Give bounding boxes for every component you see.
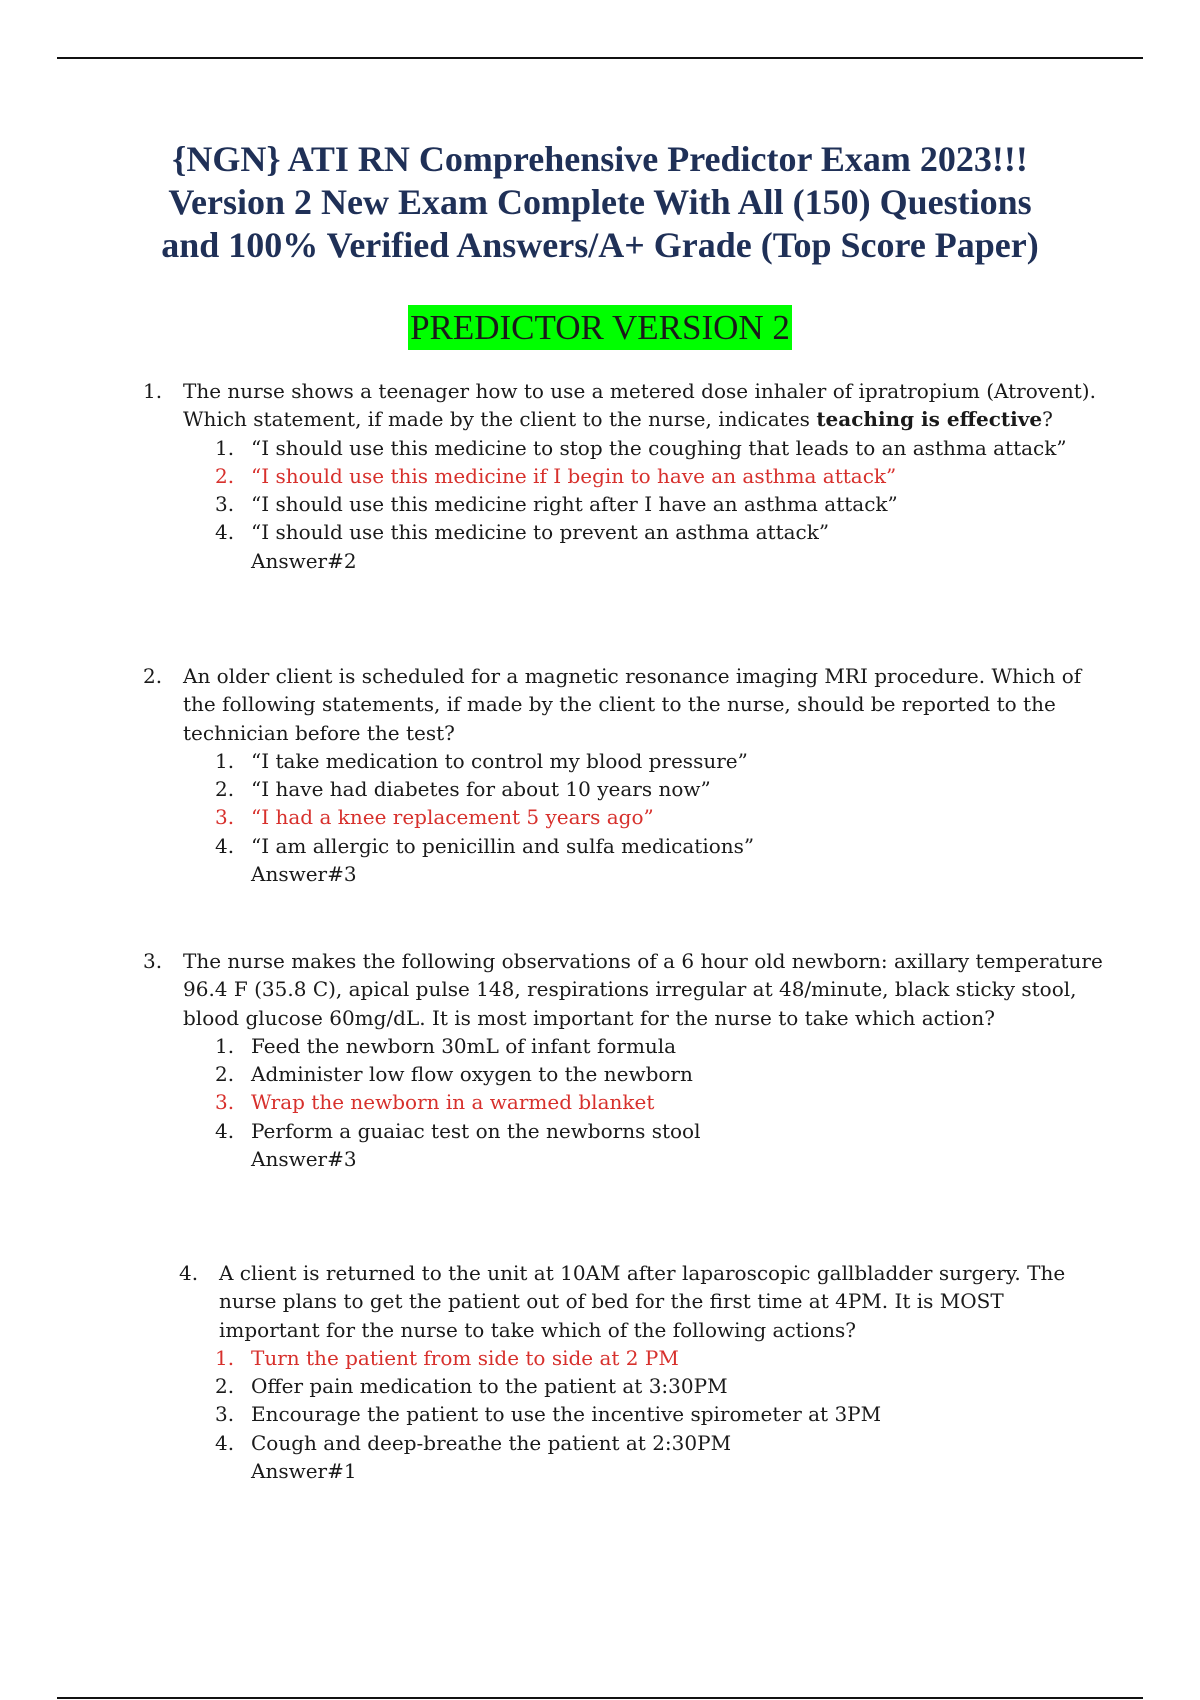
option-text: “I should use this medicine if I begin to have an asthma attack” — [251, 463, 897, 488]
option-text: Cough and deep-breathe the patient at 2:30PM — [251, 1430, 732, 1455]
answer-key: Answer#3 — [251, 862, 357, 887]
option-number: 3. — [215, 805, 235, 830]
predictor-version-heading: PREDICTOR VERSION 2 — [408, 305, 792, 350]
stem-text: An older client is scheduled for a magnetic resonance imaging MRI procedure. Which of the following statements, if made by the client to the nurse, should be reported to the technician before the test? — [183, 664, 1082, 745]
option-list — [143, 747, 1103, 860]
option-text: Feed the newborn 30mL of infant formula — [251, 1033, 677, 1058]
question-number: 2. — [143, 664, 163, 688]
option-list — [143, 434, 1103, 547]
option-list — [143, 1032, 1103, 1145]
stem-end: ? — [1042, 407, 1053, 432]
option-text: Wrap the newborn in a warmed blanket — [251, 1090, 655, 1115]
option-number: 3. — [215, 492, 235, 517]
option-3 — [143, 490, 1103, 518]
option-text: Encourage the patient to use the incentive spirometer at 3PM — [251, 1402, 882, 1427]
option-text: “I should use this medicine to stop the coughing that leads to an asthma attack” — [251, 435, 1067, 460]
answer-key: Answer#1 — [251, 1459, 357, 1484]
option-2 — [143, 775, 1103, 803]
option-text: Turn the patient from side to side at 2 PM — [251, 1345, 679, 1370]
option-text: “I had a knee replacement 5 years ago” — [251, 805, 654, 830]
stem-emphasis: teaching is effective — [816, 407, 1043, 432]
option-number: 1. — [215, 435, 235, 460]
stem-text: A client is returned to the unit at 10AM after laparoscopic gallbladder surgery. The nurse plans to get the patient out of bed for the first time at 4PM. It is MOST important for the nurse to take which of the following actions? — [219, 1261, 1066, 1342]
question-2 — [143, 662, 1103, 888]
question-number: 1. — [143, 379, 163, 403]
option-1 — [143, 434, 1103, 462]
option-text: Administer low flow oxygen to the newborn — [251, 1062, 693, 1087]
title-line-1: {NGN} ATI RN Comprehensive Predictor Exam 2023!!! — [172, 139, 1028, 179]
option-list — [179, 1344, 1103, 1457]
option-number: 1. — [215, 1345, 235, 1370]
option-number: 2. — [215, 1374, 235, 1399]
option-1 — [143, 1032, 1103, 1060]
subtitle-container — [0, 305, 1200, 350]
title-line-2: Version 2 New Exam Complete With All (150) Questions — [168, 182, 1032, 222]
question-stem — [143, 662, 1103, 747]
option-number: 4. — [215, 1118, 235, 1143]
question-stem — [143, 947, 1103, 1032]
option-number: 2. — [215, 1062, 235, 1087]
option-text: “I should use this medicine right after I have an asthma attack” — [251, 492, 898, 517]
option-1 — [179, 1344, 1103, 1372]
question-number: 4. — [179, 1261, 199, 1285]
top-rule — [57, 57, 1143, 59]
answer-key: Answer#3 — [251, 1147, 357, 1172]
option-number: 3. — [215, 1402, 235, 1427]
question-3 — [143, 947, 1103, 1173]
option-text: “I should use this medicine to prevent an asthma attack” — [251, 520, 830, 545]
option-3 — [143, 803, 1103, 831]
question-number: 3. — [143, 949, 163, 973]
option-2 — [143, 1060, 1103, 1088]
option-3 — [143, 1088, 1103, 1116]
option-text: “I take medication to control my blood pressure” — [251, 748, 748, 773]
option-number: 4. — [215, 520, 235, 545]
option-number: 2. — [215, 777, 235, 802]
option-4 — [179, 1429, 1103, 1457]
option-2 — [179, 1372, 1103, 1400]
option-number: 3. — [215, 1090, 235, 1115]
option-4 — [143, 832, 1103, 860]
stem-text: The nurse makes the following observations of a 6 hour old newborn: axillary temperature 96.4 F (35.8 C), apical pulse 148, respirations irregular at 48/minute, black sticky stool, blood glucose 60mg/dL. It is most important for the nurse to take which action? — [183, 949, 1103, 1030]
question-stem — [143, 377, 1103, 434]
option-text: Perform a guaiac test on the newborns stool — [251, 1118, 701, 1143]
option-1 — [143, 747, 1103, 775]
option-text: “I have had diabetes for about 10 years now” — [251, 777, 711, 802]
option-4 — [143, 518, 1103, 546]
title-line-3: and 100% Verified Answers/A+ Grade (Top Score Paper) — [161, 225, 1039, 265]
document-title — [100, 138, 1100, 267]
bottom-rule — [57, 1697, 1143, 1699]
option-number: 1. — [215, 748, 235, 773]
option-4 — [143, 1117, 1103, 1145]
option-text: “I am allergic to penicillin and sulfa medications” — [251, 833, 755, 858]
option-number: 4. — [215, 833, 235, 858]
option-number: 2. — [215, 463, 235, 488]
question-1 — [143, 377, 1103, 575]
question-stem — [179, 1259, 1103, 1344]
option-2 — [143, 462, 1103, 490]
option-number: 4. — [215, 1430, 235, 1455]
stem-text: The nurse shows a teenager how to use a metered dose inhaler of ipratropium (Atrovent). Which statement, if made by the client to the nurse, indicates — [183, 379, 1096, 432]
question-4 — [179, 1259, 1103, 1485]
option-number: 1. — [215, 1033, 235, 1058]
option-text: Offer pain medication to the patient at 3:30PM — [251, 1374, 728, 1399]
answer-key: Answer#2 — [251, 548, 357, 573]
option-3 — [179, 1400, 1103, 1428]
